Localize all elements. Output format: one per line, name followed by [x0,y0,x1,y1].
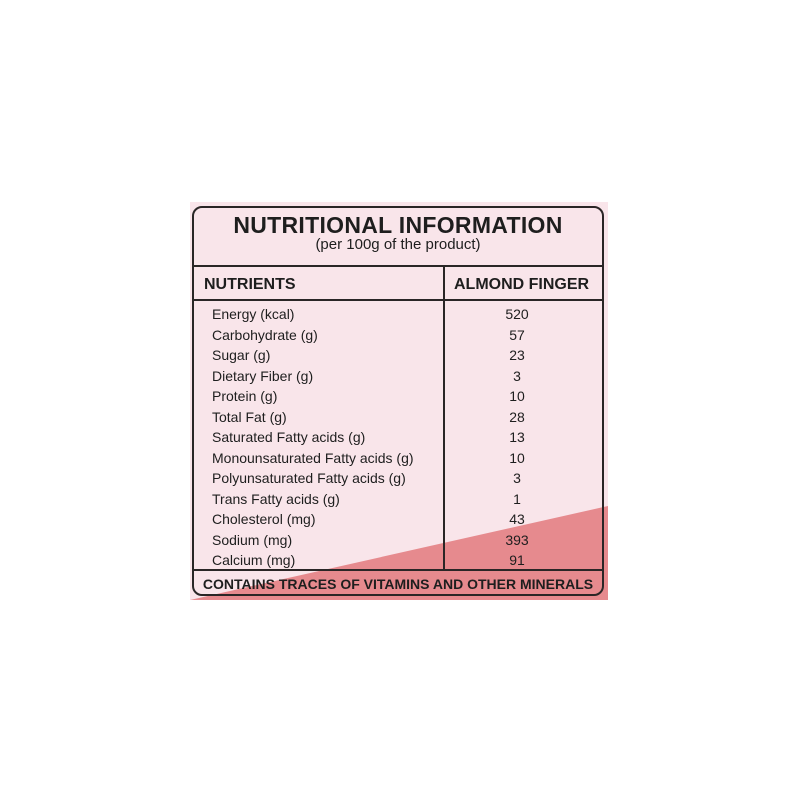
nutrient-name: Sugar (g) [212,347,271,363]
nutrient-value: 3 [513,368,521,384]
nutrient-value: 43 [509,511,525,527]
nutrient-value: 10 [509,450,525,466]
nutrient-value: 10 [509,388,525,404]
nutrient-value: 3 [513,470,521,486]
nutrient-name: Sodium (mg) [212,532,293,548]
nutrient-name: Cholesterol (mg) [212,511,316,527]
title-divider [192,265,604,267]
nutrient-value: 13 [509,429,525,445]
nutrient-value: 1 [513,491,521,507]
header-divider [192,299,604,301]
column-header-nutrients: NUTRIENTS [204,276,296,293]
nutrient-name: Total Fat (g) [212,409,287,425]
footer-divider [192,569,604,571]
nutrient-value: 28 [509,409,525,425]
nutrient-name: Energy (kcal) [212,306,295,322]
nutrient-value: 393 [505,532,529,548]
nutrient-name: Trans Fatty acids (g) [212,491,340,507]
nutrient-value: 520 [505,306,529,322]
nutrient-name: Carbohydrate (g) [212,327,318,343]
nutrient-value: 23 [509,347,525,363]
nutrient-name: Calcium (mg) [212,552,296,568]
nutrient-name: Polyunsaturated Fatty acids (g) [212,470,406,486]
nutrient-name: Protein (g) [212,388,278,404]
nutrient-name: Dietary Fiber (g) [212,368,314,384]
nutrient-name: Monounsaturated Fatty acids (g) [212,450,414,466]
nutrient-value: 91 [509,552,525,568]
column-divider [443,266,445,570]
footer-note: CONTAINS TRACES OF VITAMINS AND OTHER MINERALS [202,576,594,592]
nutrient-name: Saturated Fatty acids (g) [212,429,366,445]
page-title: NUTRITIONAL INFORMATION [233,212,563,238]
column-header-product: ALMOND FINGER [454,276,590,293]
nutrient-value: 57 [509,327,525,343]
page-subtitle: (per 100g of the product) [315,236,481,253]
